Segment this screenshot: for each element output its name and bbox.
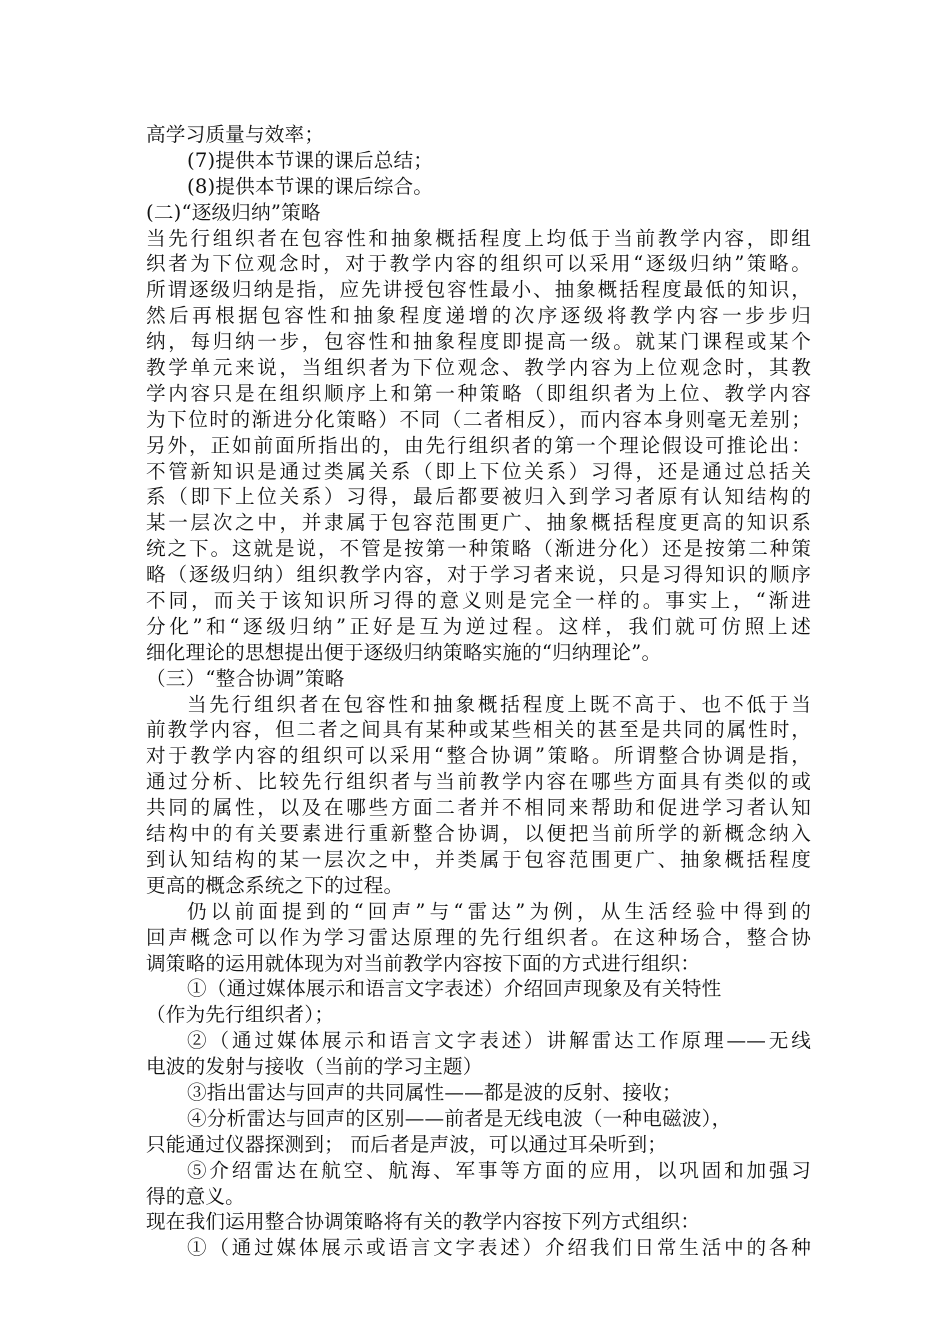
text-line: 电波的发射与接收（当前的学习主题） xyxy=(146,1055,483,1079)
text-line: 系（即下上位关系）习得，最后都要被归入到学习者原有认知结构的 xyxy=(146,485,811,509)
text-line: （三）“整合协调”策略 xyxy=(146,666,345,690)
document-body xyxy=(146,122,811,1261)
text-line: 统之下。这就是说，不管是按第一种策略（渐进分化）还是按第二种策 xyxy=(146,537,811,561)
text-line: 更高的概念系统之下的过程。 xyxy=(146,873,404,897)
text-line: 高学习质量与效率； xyxy=(146,123,325,146)
text-line: 学内容只是在组织顺序上和第一种策略（即组织者为上位、教学内容 xyxy=(146,381,811,405)
text-line: ①（通过媒体展示或语言文字表述）介绍我们日常生活中的各种 xyxy=(187,1236,811,1260)
text-line: （作为先行组织者）； xyxy=(146,1003,335,1027)
text-line: 然后再根据包容性和抽象程度递增的次序逐级将教学内容一步步归 xyxy=(146,304,811,328)
text-line: ③指出雷达与回声的共同属性——都是波的反射、接收； xyxy=(187,1080,682,1104)
text-line: 略（逐级归纳）组织教学内容，对于学习者来说，只是习得知识的顺序 xyxy=(146,563,811,587)
text-line: 教学单元来说，当组织者为下位观念、教学内容为上位观念时，其教 xyxy=(146,356,811,380)
text-line: ④分析雷达与回声的区别——前者是无线电波（一种电磁波）， xyxy=(187,1106,732,1130)
text-line: (8)提供本节课的课后综合。 xyxy=(187,174,434,198)
text-line: 所谓逐级归纳是指，应先讲授包容性最小、抽象概括程度最低的知识， xyxy=(146,278,811,302)
text-line: ⑤介绍雷达在航空、航海、军事等方面的应用，以巩固和加强习 xyxy=(187,1158,811,1182)
text-line: 回声概念可以作为学习雷达原理的先行组织者。在这种场合，整合协 xyxy=(146,925,811,949)
text-line: 通过分析、比较先行组织者与当前教学内容在哪些方面具有类似的或 xyxy=(146,770,811,794)
text-line: ①（通过媒体展示和语言文字表述）介绍回声现象及有关特性 xyxy=(187,977,722,1001)
text-line: ②（通过媒体展示和语言文字表述）讲解雷达工作原理——无线 xyxy=(187,1029,811,1053)
text-line: 不同，而关于该知识所习得的意义则是完全一样的。事实上，“渐进 xyxy=(146,589,811,613)
text-line: 当先行组织者在包容性和抽象概括程度上既不高于、也不低于当 xyxy=(187,692,811,716)
text-line: 另外，正如前面所指出的，由先行组织者的第一个理论假设可推论出： xyxy=(146,433,811,457)
text-line: 到认知结构的某一层次之中，并类属于包容范围更广、抽象概括程度 xyxy=(146,847,811,871)
text-line: 仍以前面提到的“回声”与“雷达”为例，从生活经验中得到的 xyxy=(187,899,811,923)
text-line: 现在我们运用整合协调策略将有关的教学内容按下列方式组织： xyxy=(146,1210,701,1234)
text-line: (二)“逐级归纳”策略 xyxy=(146,200,321,224)
text-line: 调策略的运用就体现为对当前教学内容按下面的方式进行组织： xyxy=(146,951,701,975)
text-line: 细化理论的思想提出便于逐级归纳策略实施的“归纳理论”。 xyxy=(146,640,662,664)
text-line: 当先行组织者在包容性和抽象概括程度上均低于当前教学内容，即组 xyxy=(146,226,811,250)
text-line: 对于教学内容的组织可以采用“整合协调”策略。所谓整合协调是指， xyxy=(146,744,811,768)
text-line: 前教学内容，但二者之间具有某种或某些相关的甚至是共同的属性时， xyxy=(146,718,811,742)
text-line: (7)提供本节课的课后总结； xyxy=(187,148,434,172)
text-line: 共同的属性，以及在哪些方面二者并不相同来帮助和促进学习者认知 xyxy=(146,796,811,820)
text-line: 某一层次之中，并隶属于包容范围更广、抽象概括程度更高的知识系 xyxy=(146,511,811,535)
text-line: 织者为下位观念时，对于教学内容的组织可以采用“逐级归纳”策略。 xyxy=(146,252,811,276)
text-line: 分化”和“逐级归纳”正好是互为逆过程。这样，我们就可仿照上述 xyxy=(146,614,811,638)
text-line: 只能通过仪器探测到； 而后者是声波，可以通过耳朵听到； xyxy=(146,1132,668,1156)
text-line: 不管新知识是通过类属关系（即上下位关系）习得，还是通过总括关 xyxy=(146,459,811,483)
text-line: 纳，每归纳一步，包容性和抽象程度即提高一级。就某门课程或某个 xyxy=(146,330,811,354)
text-line: 结构中的有关要素进行重新整合协调，以便把当前所学的新概念纳入 xyxy=(146,822,811,846)
text-line: 为下位时的渐进分化策略）不同（二者相反），而内容本身则毫无差别； xyxy=(146,407,811,431)
text-line: 得的意义。 xyxy=(146,1184,245,1208)
